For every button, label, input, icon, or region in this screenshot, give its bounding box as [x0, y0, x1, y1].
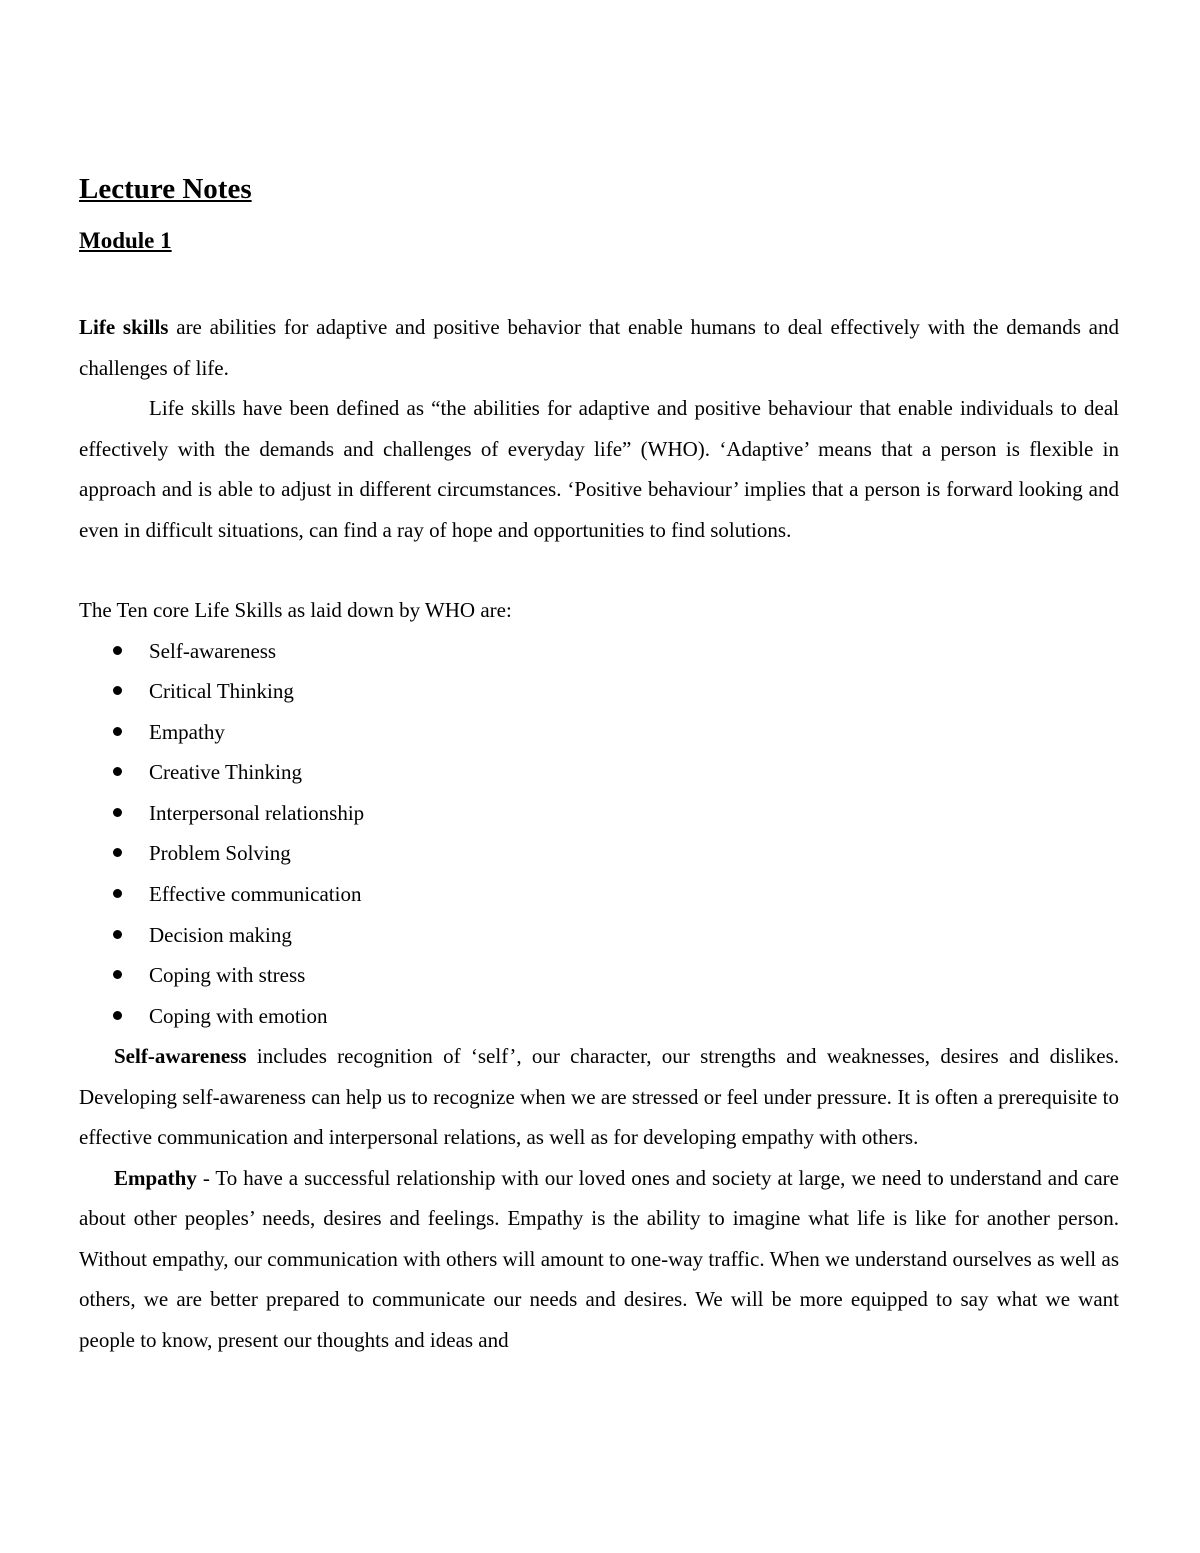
definition-paragraph: Life skills have been defined as “the abilities for adaptive and positive behaviour that enable individuals to deal effectively with the demands and challenges of everyday life” (WHO). ‘Adaptive’ means that a person is flexible in approach and is able to adjust in different circumstances. ‘Positive behaviour’ implies that a person is forward looking and even in difficult situations, can find a ray of hope and opportunities to find solutions. [79, 396, 1119, 542]
list-item [79, 793, 1119, 834]
document-title: Lecture Notes [79, 173, 252, 205]
list-item [79, 915, 1119, 956]
list-item-label: Coping with stress [149, 963, 306, 988]
list-item-label: Self-awareness [149, 638, 277, 663]
bullet-icon [113, 646, 122, 655]
list-item-label: Effective communication [149, 882, 362, 907]
bullet-icon [113, 930, 122, 939]
self-awareness-term: Self-awareness [114, 1044, 247, 1069]
self-awareness-paragraph [79, 1036, 1119, 1158]
list-item-label: Interpersonal relationship [149, 800, 365, 825]
intro-paragraph [79, 307, 1119, 388]
bullet-icon [113, 686, 122, 695]
module-heading: Module 1 [79, 228, 172, 253]
list-item [79, 712, 1119, 753]
bullet-icon [113, 889, 122, 898]
list-item [79, 833, 1119, 874]
bullet-icon [113, 1011, 122, 1020]
bullet-icon [113, 808, 122, 817]
bullet-icon [113, 848, 122, 857]
list-item-label: Creative Thinking [149, 760, 302, 785]
list-item [79, 955, 1119, 996]
self-awareness-text: includes recognition of ‘self’, our character, our strengths and weaknesses, desires and dislikes. Developing self-awareness can help us to recognize when we are stressed or feel under pressure. It is often a prerequisite to effective communication and interpersonal relations, as well as for developing empathy with others. [79, 1044, 1119, 1150]
list-item [79, 874, 1119, 915]
list-item-label: Coping with emotion [149, 1003, 328, 1028]
bullet-icon [113, 727, 122, 736]
list-item-label: Empathy [149, 719, 225, 744]
empathy-term: Empathy [114, 1165, 197, 1190]
list-item-label: Decision making [149, 922, 292, 947]
list-item-label: Critical Thinking [149, 679, 294, 704]
list-item [79, 752, 1119, 793]
empathy-text: - To have a successful relationship with our loved ones and society at large, we need to understand and care about other peoples’ needs, desires and feelings. Empathy is the ability to imagine what life is like for another person. Without empathy, our communication with others will amount to one-way traffic. When we understand ourselves as well as others, we are better prepared to communicate our needs and desires. We will be more equipped to say what we want people to know, present our thoughts and ideas and [79, 1165, 1119, 1352]
list-item [79, 631, 1119, 672]
empathy-paragraph [79, 1158, 1119, 1361]
bullet-icon [113, 970, 122, 979]
intro-term: Life skills [79, 315, 169, 339]
list-item [79, 996, 1119, 1037]
list-intro: The Ten core Life Skills as laid down by WHO are: [79, 598, 512, 622]
document-page [79, 170, 1119, 1360]
bullet-icon [113, 767, 122, 776]
intro-text: are abilities for adaptive and positive behavior that enable humans to deal effectively with the demands and challenges of life. [79, 315, 1119, 380]
skills-list [79, 631, 1119, 1037]
list-item-label: Problem Solving [149, 841, 291, 866]
list-item [79, 671, 1119, 712]
